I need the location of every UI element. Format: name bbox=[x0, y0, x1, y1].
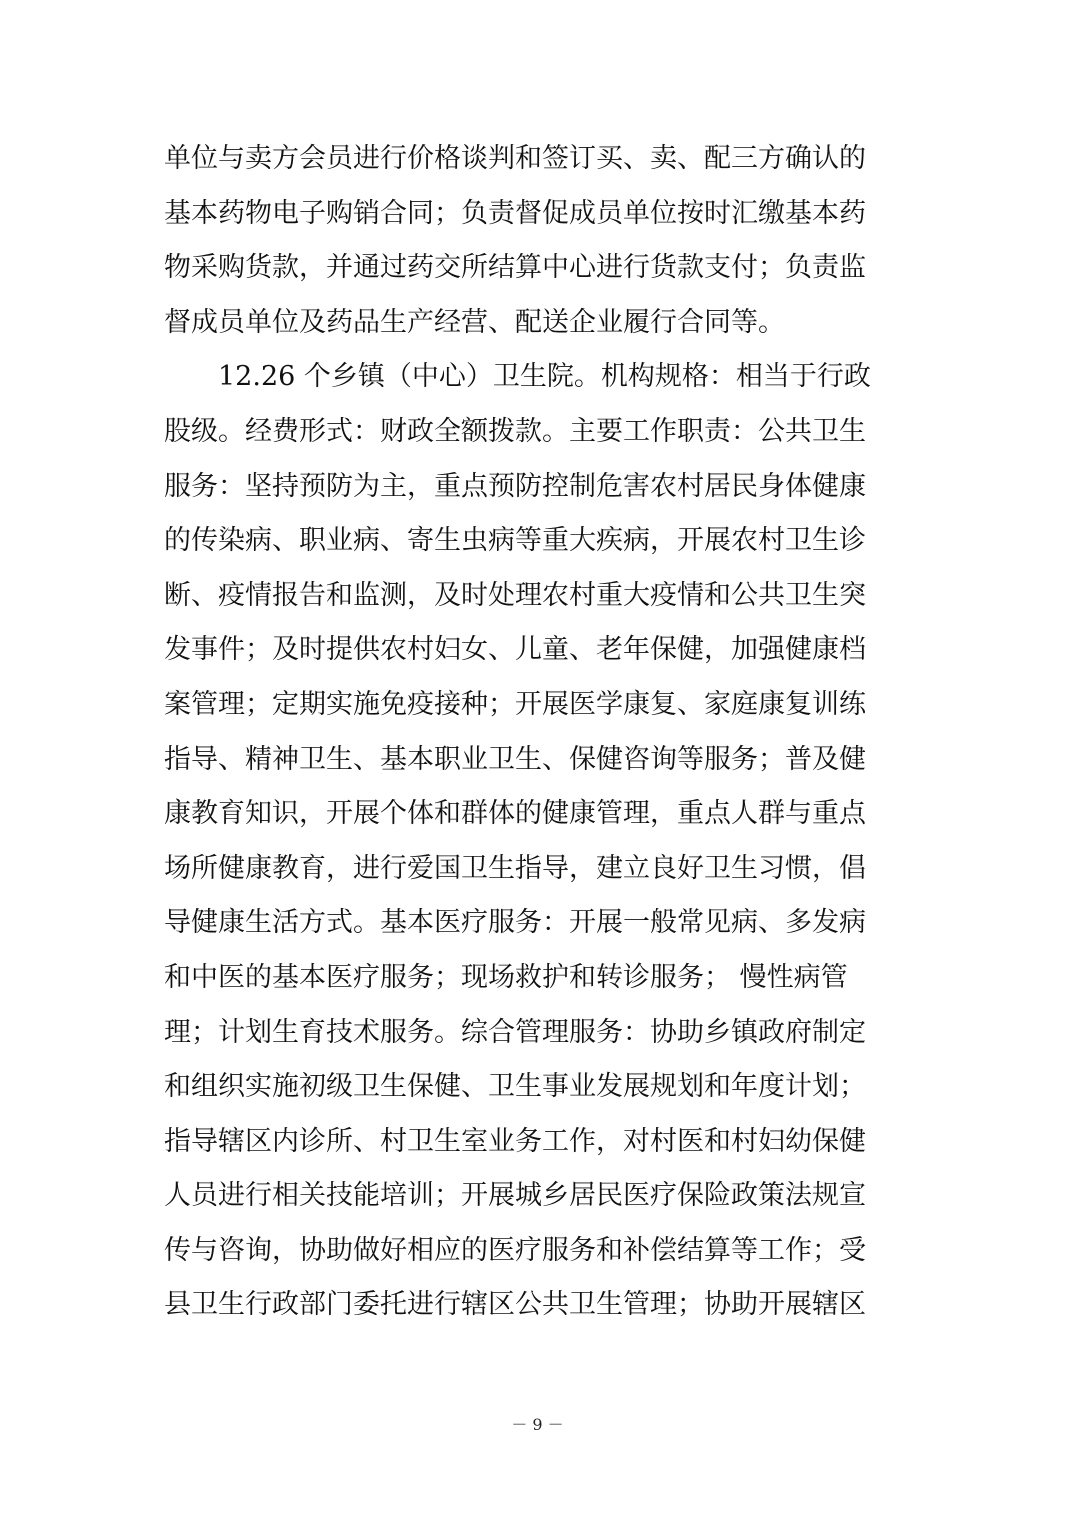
text-line: 发事件；及时提供农村妇女、儿童、老年保健，加强健康档 bbox=[164, 634, 866, 666]
text-line: 的传染病、职业病、寄生虫病等重大疾病，开展农村卫生诊 bbox=[164, 525, 866, 557]
text-line: 县卫生行政部门委托进行辖区公共卫生管理；协助开展辖区 bbox=[164, 1289, 866, 1321]
text-line: 传与咨询，协助做好相应的医疗服务和补偿结算等工作；受 bbox=[164, 1234, 866, 1266]
text-line: 12.26 个乡镇（中心）卫生院。机构规格：相当于行政 bbox=[164, 361, 871, 393]
text-line: 人员进行相关技能培训；开展城乡居民医疗保险政策法规宣 bbox=[164, 1180, 866, 1212]
text-line: 断、疫情报告和监测，及时处理农村重大疫情和公共卫生突 bbox=[164, 579, 866, 611]
text-line: 和组织实施初级卫生保健、卫生事业发展规划和年度计划； bbox=[164, 1071, 866, 1103]
text-line: 场所健康教育，进行爱国卫生指导，建立良好卫生习惯，倡 bbox=[164, 852, 866, 884]
text-line: 股级。经费形式：财政全额拨款。主要工作职责：公共卫生 bbox=[164, 415, 866, 447]
text-line: 基本药物电子购销合同；负责督促成员单位按时汇缴基本药 bbox=[164, 197, 866, 229]
text-line: 服务：坚持预防为主，重点预防控制危害农村居民身体健康 bbox=[164, 470, 866, 502]
text-line: 督成员单位及药品生产经营、配送企业履行合同等。 bbox=[164, 306, 785, 338]
text-line: 康教育知识，开展个体和群体的健康管理，重点人群与重点 bbox=[164, 798, 866, 830]
text-line: 单位与卖方会员进行价格谈判和签订买、卖、配三方确认的 bbox=[164, 143, 866, 174]
text-line: 理；计划生育技术服务。综合管理服务：协助乡镇政府制定 bbox=[164, 1016, 866, 1048]
text-line: 物采购货款，并通过药交所结算中心进行货款支付；负责监 bbox=[164, 252, 866, 284]
page-number: － 9 － bbox=[511, 1415, 564, 1434]
text-line: 和中医的基本医疗服务；现场救护和转诊服务； 慢性病管 bbox=[164, 961, 848, 993]
text-line: 导健康生活方式。基本医疗服务：开展一般常见病、多发病 bbox=[164, 907, 866, 939]
document-body bbox=[164, 132, 914, 1333]
text-line: 指导、精神卫生、基本职业卫生、保健咨询等服务；普及健 bbox=[164, 743, 866, 775]
text-line: 指导辖区内诊所、村卫生室业务工作，对村医和村妇幼保健 bbox=[164, 1125, 866, 1157]
text-line: 案管理；定期实施免疫接种；开展医学康复、家庭康复训练 bbox=[164, 688, 866, 720]
